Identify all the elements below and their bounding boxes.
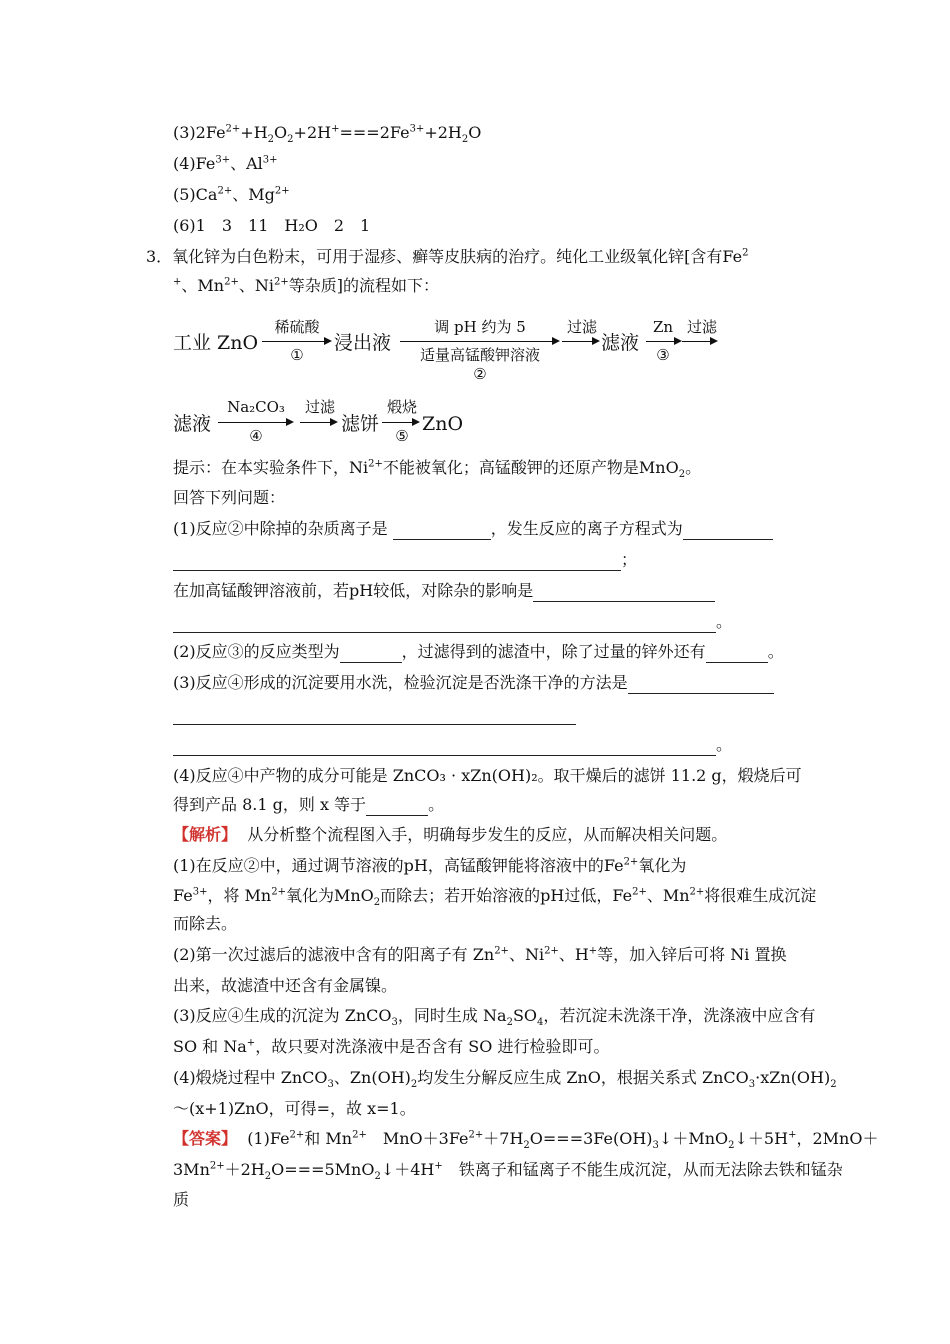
hint-text: 提示：在本实验条件下，$Ni^{2+}$不能被氧化；高锰酸钾的还原产物是MnO$_2$。 <box>173 458 702 481</box>
flow-label-kmno4: 适量高锰酸钾溶液 <box>419 346 540 364</box>
flow-node-filtrate: 滤液 <box>601 332 640 354</box>
flow-label-calcine: 煅烧 <box>386 398 417 416</box>
analysis-intro: 【解析】 从分析整个流程图入手，明确每步发生的反应，从而解决相关问题。 <box>173 825 728 844</box>
question-1-line1: (1)反应②中除掉的杂质离子是 ，发生反应的离子方程式为 <box>173 518 773 540</box>
answer-tag: 【答案】 <box>173 1129 238 1148</box>
flow-arrow-6 <box>300 422 336 423</box>
flow-arrow-2 <box>400 341 558 342</box>
answer-blank-1d[interactable] <box>533 585 715 602</box>
flow-label-zn: Zn <box>652 318 674 336</box>
analysis-4-line2: ～(x+1)ZnO，可得=，故 x=1。 <box>173 1099 416 1118</box>
flow-step-5: ⑤ <box>395 427 409 445</box>
flow-label-na2co3: Na₂CO₃ <box>227 398 285 416</box>
question-3-line2 <box>173 703 576 725</box>
answer-blank-1e[interactable] <box>173 616 716 633</box>
question-3-line3: 。 <box>173 734 732 756</box>
answer-blank-3c[interactable] <box>173 739 716 756</box>
prev-answer-4: $(4)Fe^{3+}$、$Al^{3+}$ <box>173 154 278 173</box>
answer-blank-2b[interactable] <box>706 646 768 663</box>
flow-arrow-4b <box>682 341 716 342</box>
analysis-1-line1: (1)在反应②中，通过调节溶液的pH，高锰酸钾能将溶液中的$Fe^{2+}$氧化为 <box>173 856 687 875</box>
flow-step-1: ① <box>290 346 304 364</box>
flow-step-2: ② <box>473 365 487 383</box>
flow-arrow-5 <box>218 422 292 423</box>
flow-node-filter-cake: 滤饼 <box>341 413 380 435</box>
flow-label-adjust-ph: 调 pH 约为 5 <box>434 318 526 336</box>
question-intro-line1: 3．氧化锌为白色粉末，可用于湿疹、癣等皮肤病的治疗。纯化工业级氧化锌[含有Fe$^2$ <box>146 247 749 266</box>
question-1-line3: 在加高锰酸钾溶液前，若pH较低，对除杂的影响是 <box>173 580 715 602</box>
question-1-line2: ； <box>173 549 637 571</box>
flow-label-filter-3: 过滤 <box>304 398 335 416</box>
answer-line1: 【答案】 $(1)Fe^{2+}$和 $Mn^{2+}$ $MnO+3Fe^{2+}+7H_2O===3Fe(OH)_3↓+MnO_2↓+5H^+$，2MnO＋ <box>173 1129 879 1152</box>
flow-arrow-7 <box>382 422 418 423</box>
analysis-1-line2: $Fe^{3+}$，将 $Mn^{2+}$氧化为MnO$_2$而除去；若开始溶液的pH过低，$Fe^{2+}$、$Mn^{2+}$将很难生成沉淀 <box>173 886 817 909</box>
flow-label-sulfuric-acid: 稀硫酸 <box>274 318 320 336</box>
answer-line3: 质 <box>173 1190 190 1209</box>
flow-node-zno-product: ZnO <box>422 413 464 435</box>
prev-answer-5: $(5)Ca^{2+}$、$Mg^{2+}$ <box>173 185 290 204</box>
answer-blank-3b[interactable] <box>173 708 576 725</box>
question-2: (2)反应③的反应类型为 ，过滤得到的滤渣中，除了过量的锌外还有 。 <box>173 642 784 661</box>
analysis-2-line1: (2)第一次过滤后的滤液中含有的阳离子有 $Zn^{2+}$、$Ni^{2+}$、H+等，加入锌后可将 Ni 置换 <box>173 945 787 964</box>
answer-blank-1b[interactable] <box>683 523 773 540</box>
answer-blank-1c[interactable] <box>173 554 621 571</box>
question-3-line1: (3)反应④形成的沉淀要用水洗，检验沉淀是否洗涤干净的方法是 <box>173 672 774 694</box>
flow-arrow-3 <box>562 341 598 342</box>
analysis-3-line2: SO 和 Na+，故只要对洗涤液中是否含有 SO 进行检验即可。 <box>173 1037 610 1056</box>
analysis-4-line1: (4)煅烧过程中 ZnCO$_3$、$Zn(OH)_2$均发生分解反应生成 ZnO，根据关系式 $ZnCO_3\cdot xZn(OH)_2$ <box>173 1068 837 1091</box>
prev-answer-6: (6)1 3 11 H₂O 2 1 <box>173 216 371 235</box>
flow-arrow-4a <box>646 341 680 342</box>
analysis-1-line3: 而除去。 <box>173 914 238 933</box>
flow-step-3: ③ <box>656 346 670 364</box>
answer-blank-2a[interactable] <box>340 646 402 663</box>
flow-step-4: ④ <box>249 427 263 445</box>
question-intro-line2: +、$Mn^{2+}$、$Ni^{2+}$等杂质]的流程如下： <box>173 276 439 295</box>
flow-node-leachate: 浸出液 <box>334 332 392 354</box>
answer-prompt: 回答下列问题： <box>173 488 286 507</box>
question-4-line1: (4)反应④中产物的成分可能是 ZnCO₃ · xZn(OH)₂。取干燥后的滤饼 11.2 g，煅烧后可 <box>173 766 802 785</box>
analysis-tag: 【解析】 <box>173 825 238 844</box>
flow-arrow-1 <box>262 341 330 342</box>
analysis-3-line1: (3)反应④生成的沉淀为 ZnCO$_3$，同时生成 $Na_2SO_4$，若沉淀未洗涤干净，洗涤液中应含有 <box>173 1006 816 1029</box>
question-1-line4: 。 <box>173 611 732 633</box>
flow-node-filtrate-2: 滤液 <box>173 413 212 435</box>
answer-blank-3a[interactable] <box>628 677 774 694</box>
answer-blank-4[interactable] <box>366 799 428 816</box>
analysis-2-line2: 出来，故滤渣中还含有金属镍。 <box>173 976 398 995</box>
answer-blank-1a[interactable] <box>393 523 491 540</box>
answer-line2: $3Mn^{2+}+2H_2O===5MnO_2↓+4H^+$ 铁离子和锰离子不能生成沉淀，从而无法除去铁和锰杂 <box>173 1160 843 1183</box>
flow-node-industrial-zno: 工业 ZnO <box>173 332 259 354</box>
flow-label-filter-2: 过滤 <box>686 318 717 336</box>
question-4-line2: 得到产品 8.1 g，则 x 等于 。 <box>173 795 445 814</box>
prev-answer-3: $(3)2Fe^{2+}+H_2O_2+2H^+===2Fe^{3+}+2H_2O$ <box>173 123 482 146</box>
flow-label-filter-1: 过滤 <box>566 318 597 336</box>
